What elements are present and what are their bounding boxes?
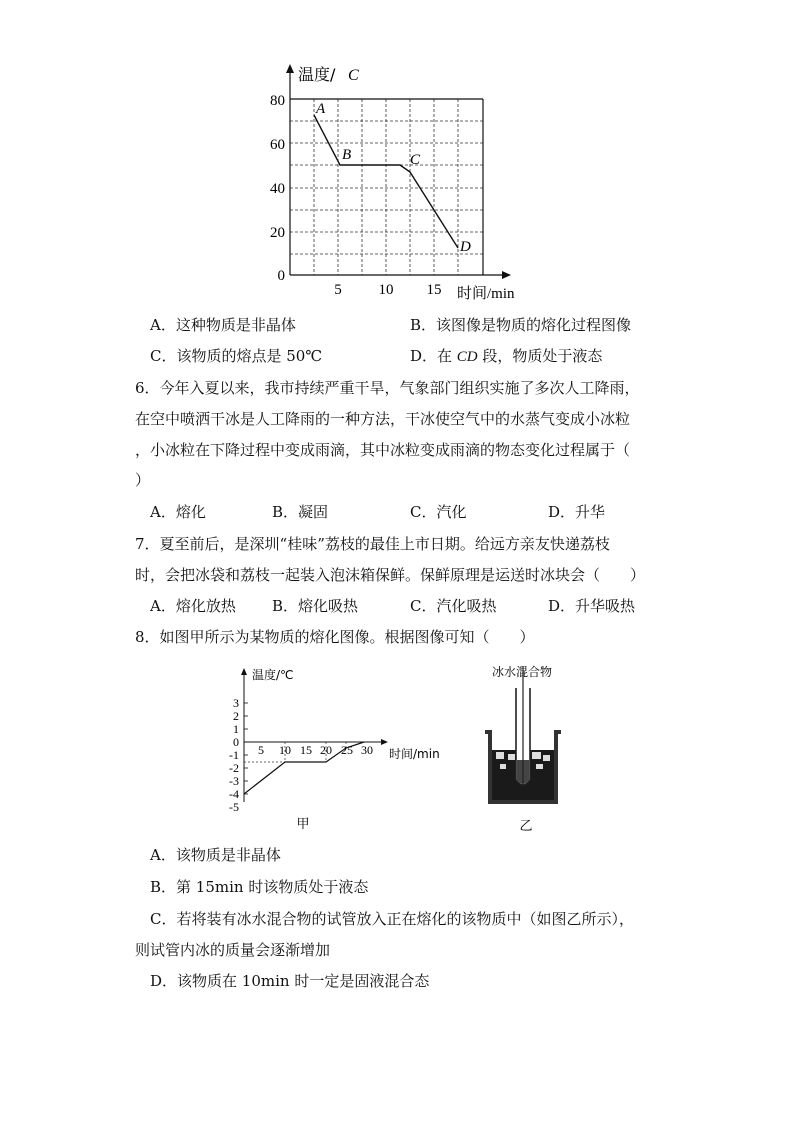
y-axis-unit: C: [348, 67, 359, 84]
q5-option-d: [410, 346, 602, 367]
y-tick-0: 0: [277, 268, 285, 284]
y-axis-arrow-icon: [286, 64, 294, 73]
q5-option-d-var: CD: [456, 349, 478, 365]
q6-line-2: 在空中喷洒干冰是人工降雨的一种方法，干冰使空气中的水蒸气变成小冰粒: [135, 410, 631, 428]
figure-2-graph: [222, 662, 452, 834]
x-axis-arrow-icon: [502, 271, 511, 279]
point-label-b: B: [342, 147, 352, 163]
x-tick-10: 10: [378, 282, 394, 298]
y-tick-40: 40: [270, 181, 285, 197]
q7-option-b: B．熔化吸热: [272, 597, 359, 615]
q5-option-c: C．该物质的熔点是 50℃: [150, 347, 323, 365]
y-tick-20: 20: [270, 225, 285, 241]
x-tick-15: 15: [300, 743, 312, 757]
y-tick-60: 60: [270, 137, 285, 153]
q7-option-a: A．熔化放热: [150, 597, 236, 615]
q7-option-c: C．汽化吸热: [410, 597, 497, 615]
q8-option-d: D．该物质在 10min 时一定是固液混合态: [150, 972, 430, 990]
y-tick-minus-1: -1: [229, 748, 239, 762]
y-tick-1: 1: [233, 722, 239, 736]
x-axis-arrow-icon: [381, 739, 388, 745]
q8-line-1: 8．如图甲所示为某物质的熔化图像。根据图像可知（ ）: [135, 628, 535, 646]
x-tick-30: 30: [361, 743, 373, 757]
figure-3-label: 冰水混合物: [491, 665, 553, 679]
y-tick-80: 80: [270, 93, 285, 109]
q6-option-b: B．凝固: [272, 503, 329, 521]
q8-option-b: B．第 15min 时该物质处于液态: [150, 878, 369, 896]
q5-option-d-suffix: 段，物质处于液态: [477, 347, 603, 365]
x-tick-10: 10: [279, 743, 291, 757]
q8-option-c-cont: 则试管内冰的质量会逐渐增加: [135, 941, 331, 959]
figure-3-apparatus: [470, 660, 590, 835]
point-label-a: A: [316, 101, 326, 117]
q6-option-a: A．熔化: [150, 503, 206, 521]
q8-option-a: A．该物质是非晶体: [150, 846, 281, 864]
x-tick-5: 5: [258, 743, 264, 757]
q6-line-3: ，小冰粒在下降过程中变成雨滴，其中冰粒变成雨滴的物态变化过程属于（: [135, 441, 631, 459]
x-axis-label: 时间/min: [389, 747, 440, 761]
q7-line-2: 时，会把冰袋和荔枝一起装入泡沫箱保鲜。保鲜原理是运送时冰块会（ ）: [135, 566, 646, 584]
q5-option-d-prefix: D．在: [410, 347, 457, 365]
x-tick-15: 15: [426, 282, 442, 298]
figure-3-caption: 乙: [519, 819, 533, 834]
y-tick-minus-2: -2: [229, 761, 239, 775]
x-axis-label: 时间/min: [457, 286, 515, 302]
y-tick-minus-3: -3: [229, 774, 239, 788]
q6-option-c: C．汽化: [410, 503, 467, 521]
x-tick-20: 20: [320, 743, 332, 757]
q7-option-d: D．升华吸热: [548, 597, 636, 615]
q7-line-1: 7．夏至前后，是深圳“桂味”荔枝的最佳上市日期。给远方亲友快递荔枝: [135, 535, 610, 553]
x-tick-25: 25: [341, 743, 353, 757]
q5-option-b: B．该图像是物质的熔化过程图像: [410, 316, 632, 334]
q6-line-4: ）: [135, 471, 151, 489]
y-axis-label: 温度/℃: [252, 668, 294, 682]
point-label-c: C: [410, 152, 421, 168]
y-tick-0: 0: [233, 735, 239, 749]
q6-line-1: 6．今年入夏以来，我市持续严重干旱，气象部门组织实施了多次人工降雨，: [135, 379, 640, 397]
q6-option-d: D．升华: [548, 503, 606, 521]
y-axis-arrow-icon: [241, 668, 247, 675]
figure-1-graph: [255, 58, 555, 308]
figure-2-caption: 甲: [296, 817, 310, 832]
x-tick-5: 5: [334, 282, 342, 298]
y-tick-3: 3: [233, 696, 239, 710]
y-tick-minus-4: -4: [229, 787, 239, 801]
y-tick-2: 2: [233, 709, 239, 723]
y-tick-minus-5: -5: [229, 800, 239, 814]
y-axis-label: 温度/: [298, 65, 336, 84]
q5-option-a: A．这种物质是非晶体: [150, 316, 296, 334]
q8-option-c: C．若将装有冰水混合物的试管放入正在熔化的该物质中（如图乙所示），: [150, 910, 634, 928]
point-label-d: D: [460, 239, 471, 255]
